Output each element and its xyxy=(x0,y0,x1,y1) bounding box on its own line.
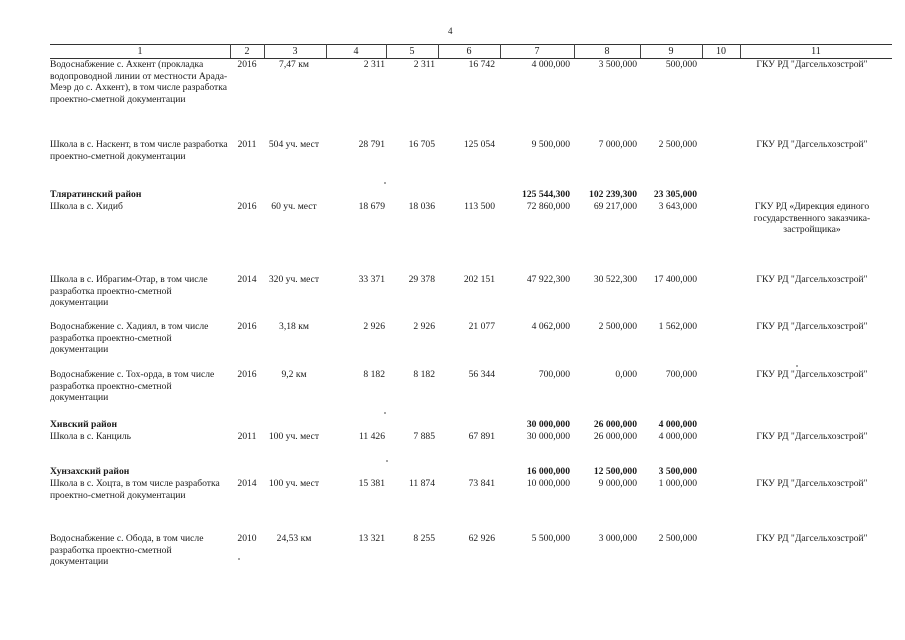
district-funding-total: 125 544,300 xyxy=(522,189,570,200)
object-name: Школа в с. Наскент, в том числе разработка проектно-сметной документации xyxy=(50,139,228,162)
funding-col-8: 26 000,000 xyxy=(593,431,637,442)
funding-total: 4 000,000 xyxy=(531,59,570,70)
value-col-6: 62 926 xyxy=(468,533,495,544)
district-funding-col-8: 26 000,000 xyxy=(593,419,637,430)
value-col-5: 11 874 xyxy=(408,478,435,489)
funding-col-9: 500,000 xyxy=(665,59,697,70)
funding-total: 4 062,000 xyxy=(531,321,570,332)
value-col-6: 21 077 xyxy=(468,321,495,332)
funding-col-8: 2 500,000 xyxy=(598,321,637,332)
value-col-5: 2 311 xyxy=(413,59,435,70)
funding-col-9: 4 000,000 xyxy=(658,431,697,442)
funding-total: 700,000 xyxy=(538,369,570,380)
value-col-5: 18 036 xyxy=(408,201,435,212)
funding-col-8: 7 000,000 xyxy=(598,139,637,150)
responsible-organization: ГКУ РД "Дагсельхозстрой" xyxy=(756,59,868,70)
capacity: 60 уч. мест xyxy=(271,201,317,212)
value-col-6: 56 344 xyxy=(468,369,495,380)
capacity: 9,2 км xyxy=(281,369,307,380)
object-name: Водоснабжение с. Обода, в том числе разработка проектно-сметной документации xyxy=(50,533,204,568)
object-name: Школа в с. Хоцта, в том числе разработка проектно-сметной документации xyxy=(50,478,220,501)
capacity: 100 уч. мест xyxy=(268,478,320,489)
value-col-5: 2 926 xyxy=(413,321,435,332)
value-col-5: 7 885 xyxy=(413,431,435,442)
value-col-4: 8 182 xyxy=(363,369,385,380)
object-name: Школа в с. Канциль xyxy=(50,431,132,442)
funding-total: 30 000,000 xyxy=(526,431,570,442)
value-col-6: 73 841 xyxy=(468,478,495,489)
start-year: 2016 xyxy=(237,201,257,212)
scan-speck xyxy=(796,365,798,367)
funding-col-8: 30 522,300 xyxy=(593,274,637,285)
district-funding-col-9: 3 500,000 xyxy=(658,466,697,477)
capacity: 504 уч. мест xyxy=(268,139,320,150)
district-funding-total: 16 000,000 xyxy=(526,466,570,477)
value-col-6: 16 742 xyxy=(468,59,495,70)
object-name: Школа в с. Ибрагим-Отар, в том числе разработка проектно-сметной документации xyxy=(50,274,208,309)
start-year: 2011 xyxy=(237,431,257,442)
start-year: 2016 xyxy=(237,369,257,380)
scan-speck xyxy=(384,182,386,184)
responsible-organization: ГКУ РД "Дагсельхозстрой" xyxy=(756,139,868,150)
scan-speck xyxy=(386,460,388,462)
value-col-5: 8 255 xyxy=(413,533,435,544)
funding-col-8: 9 000,000 xyxy=(598,478,637,489)
responsible-organization: ГКУ РД "Дагсельхозстрой" xyxy=(756,274,868,285)
scan-speck xyxy=(238,558,240,560)
funding-col-9: 1 000,000 xyxy=(658,478,697,489)
scan-speck xyxy=(384,412,386,414)
column-header: 5 xyxy=(409,46,415,57)
district-name: Хунзахский район xyxy=(50,466,130,477)
column-header: 1 xyxy=(137,46,143,57)
funding-total: 10 000,000 xyxy=(526,478,570,489)
start-year: 2016 xyxy=(237,321,257,332)
funding-col-8: 0,000 xyxy=(615,369,637,380)
value-col-5: 16 705 xyxy=(408,139,435,150)
value-col-6: 67 891 xyxy=(468,431,495,442)
funding-total: 47 922,300 xyxy=(526,274,570,285)
district-name: Тляратинский район xyxy=(50,189,142,200)
district-name: Хивский район xyxy=(50,419,117,430)
funding-col-8: 69 217,000 xyxy=(593,201,637,212)
value-col-4: 28 791 xyxy=(358,139,385,150)
funding-col-9: 700,000 xyxy=(665,369,697,380)
funding-col-9: 1 562,000 xyxy=(658,321,697,332)
district-funding-col-9: 23 305,000 xyxy=(653,189,697,200)
object-name: Водоснабжение с. Хадиял, в том числе разработка проектно-сметной документации xyxy=(50,321,209,356)
responsible-organization: ГКУ РД "Дагсельхозстрой" xyxy=(756,431,868,442)
responsible-organization: ГКУ РД "Дагсельхозстрой" xyxy=(756,533,868,544)
value-col-4: 33 371 xyxy=(358,274,385,285)
responsible-organization: ГКУ РД «Дирекция единого государственного заказчика-застройщика» xyxy=(753,201,871,236)
column-header: 2 xyxy=(244,46,250,57)
table-header-top-border xyxy=(50,44,892,45)
value-col-5: 29 378 xyxy=(408,274,435,285)
responsible-organization: ГКУ РД "Дагсельхозстрой" xyxy=(756,369,868,380)
funding-total: 5 500,000 xyxy=(531,533,570,544)
capacity: 7,47 км xyxy=(279,59,309,70)
column-header: 4 xyxy=(353,46,359,57)
district-funding-col-8: 12 500,000 xyxy=(593,466,637,477)
district-funding-col-8: 102 239,300 xyxy=(589,189,637,200)
district-funding-col-9: 4 000,000 xyxy=(658,419,697,430)
value-col-4: 2 311 xyxy=(363,59,385,70)
object-name: Школа в с. Хидиб xyxy=(50,201,123,212)
responsible-organization: ГКУ РД "Дагсельхозстрой" xyxy=(756,478,868,489)
object-name: Водоснабжение с. Ахкент (прокладка водопроводной линии от местности Арада-Меэр до с. Ахкент), в том числе разработка проектно-сметной документации xyxy=(50,59,228,105)
capacity: 100 уч. мест xyxy=(268,431,320,442)
funding-col-9: 2 500,000 xyxy=(658,533,697,544)
funding-col-9: 3 643,000 xyxy=(658,201,697,212)
responsible-organization: ГКУ РД "Дагсельхозстрой" xyxy=(756,321,868,332)
funding-col-9: 17 400,000 xyxy=(653,274,697,285)
value-col-4: 15 381 xyxy=(358,478,385,489)
funding-col-8: 3 500,000 xyxy=(598,59,637,70)
column-header: 8 xyxy=(604,46,610,57)
start-year: 2010 xyxy=(237,533,257,544)
object-name: Водоснабжение с. Тох-орда, в том числе разработка проектно-сметной документации xyxy=(50,369,215,404)
page-number: 4 xyxy=(448,26,453,36)
capacity: 24,53 км xyxy=(276,533,312,544)
funding-total: 9 500,000 xyxy=(531,139,570,150)
column-header: 6 xyxy=(466,46,472,57)
value-col-5: 8 182 xyxy=(413,369,435,380)
value-col-6: 113 500 xyxy=(464,201,495,212)
value-col-6: 202 151 xyxy=(463,274,495,285)
funding-col-8: 3 000,000 xyxy=(598,533,637,544)
funding-total: 72 860,000 xyxy=(526,201,570,212)
start-year: 2011 xyxy=(237,139,257,150)
column-header: 11 xyxy=(811,46,821,57)
start-year: 2016 xyxy=(237,59,257,70)
district-funding-total: 30 000,000 xyxy=(526,419,570,430)
capacity: 3,18 км xyxy=(279,321,309,332)
value-col-4: 13 321 xyxy=(358,533,385,544)
column-header: 9 xyxy=(668,46,674,57)
capacity: 320 уч. мест xyxy=(268,274,320,285)
value-col-4: 2 926 xyxy=(363,321,385,332)
column-header: 7 xyxy=(534,46,540,57)
start-year: 2014 xyxy=(237,478,257,489)
value-col-4: 18 679 xyxy=(358,201,385,212)
column-header: 3 xyxy=(292,46,298,57)
start-year: 2014 xyxy=(237,274,257,285)
value-col-4: 11 426 xyxy=(358,431,385,442)
funding-col-9: 2 500,000 xyxy=(658,139,697,150)
column-header: 10 xyxy=(716,46,726,57)
value-col-6: 125 054 xyxy=(463,139,495,150)
